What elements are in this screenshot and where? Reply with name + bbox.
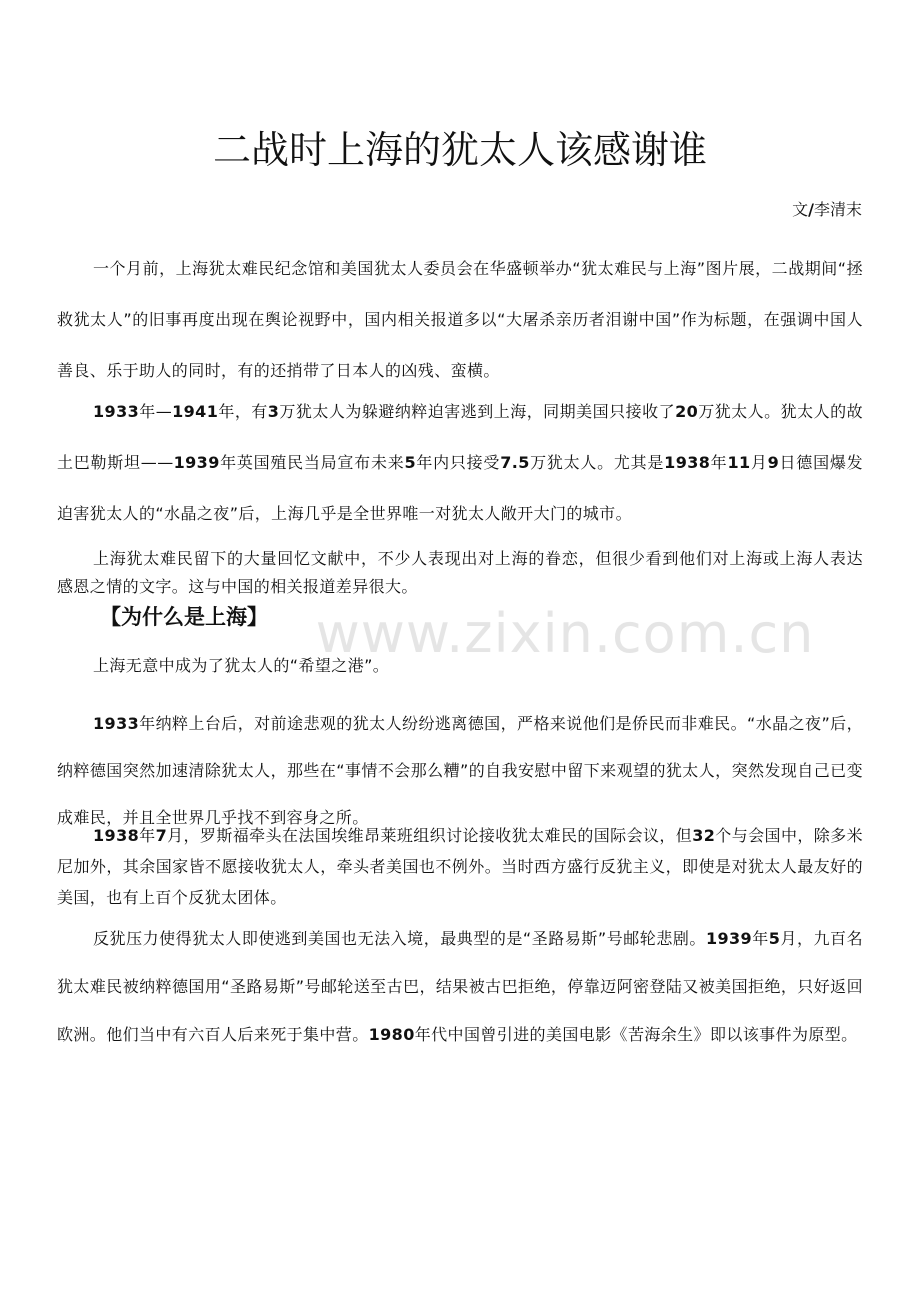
paragraph-st-louis: 反犹压力使得犹太人即使逃到美国也无法入境，最典型的是“圣路易斯”号邮轮悲剧。1939年5月，九百名犹太难民被纳粹德国用“圣路易斯”号邮轮送至古巴，结果被古巴拒绝，停靠迈阿密登陆又被美国拒绝，只好返回欧洲。他们当中有六百人后来死于集中营。1980年代中国曾引进的美国电影《苦海余生》即以该事件为原型。 xyxy=(57,929,863,1044)
paragraph-kristallnacht: 1933年纳粹上台后，对前途悲观的犹太人纷纷逃离德国，严格来说他们是侨民而非难民。“水晶之夜”后，纳粹德国突然加速清除犹太人，那些在“事情不会那么糟”的自我安慰中留下来观望的犹太人，突然发现自己已变成难民，并且全世界几乎找不到容身之所。 xyxy=(57,714,863,827)
document-title: 二战时上海的犹太人该感谢谁 xyxy=(212,128,707,172)
section-heading: 【为什么是上海】 xyxy=(100,605,268,629)
paragraph-port-of-hope: 上海无意中成为了犹太人的“希望之港”。 xyxy=(93,656,390,675)
site-watermark: www.zixin.com.cn xyxy=(315,602,815,665)
paragraph-intro: 一个月前，上海犹太难民纪念馆和美国犹太人委员会在华盛顿举办“犹太难民与上海”图片展，二战期间“拯救犹太人”的旧事再度出现在舆论视野中，国内相关报道多以“大屠杀亲历者泪谢中国”作为标题，在强调中国人善良、乐于助人的同时，有的还捎带了日本人的凶残、蛮横。 xyxy=(57,259,863,380)
paragraph-refugee-numbers: 1933年—1941年，有3万犹太人为躲避纳粹迫害逃到上海，同期美国只接收了20万犹太人。犹太人的故土巴勒斯坦——1939年英国殖民当局宣布未来5年内只接受7.5万犹太人。尤其是1938年11月9日德国爆发迫害犹太人的“水晶之夜”后，上海几乎是全世界唯一对犹太人敞开大门的城市。 xyxy=(57,402,863,523)
paragraph-evian-conference: 1938年7月，罗斯福牵头在法国埃维昂莱班组织讨论接收犹太难民的国际会议，但32个与会国中，除多米尼加外，其余国家皆不愿接收犹太人，牵头者美国也不例外。当时西方盛行反犹主义，即使是对犹太人最友好的美国，也有上百个反犹太团体。 xyxy=(57,826,863,907)
author-byline: 文/李清末 xyxy=(792,200,862,219)
paragraph-memoirs: 上海犹太难民留下的大量回忆文献中，不少人表现出对上海的眷恋，但很少看到他们对上海或上海人表达感恩之情的文字。这与中国的相关报道差异很大。 xyxy=(57,549,863,596)
